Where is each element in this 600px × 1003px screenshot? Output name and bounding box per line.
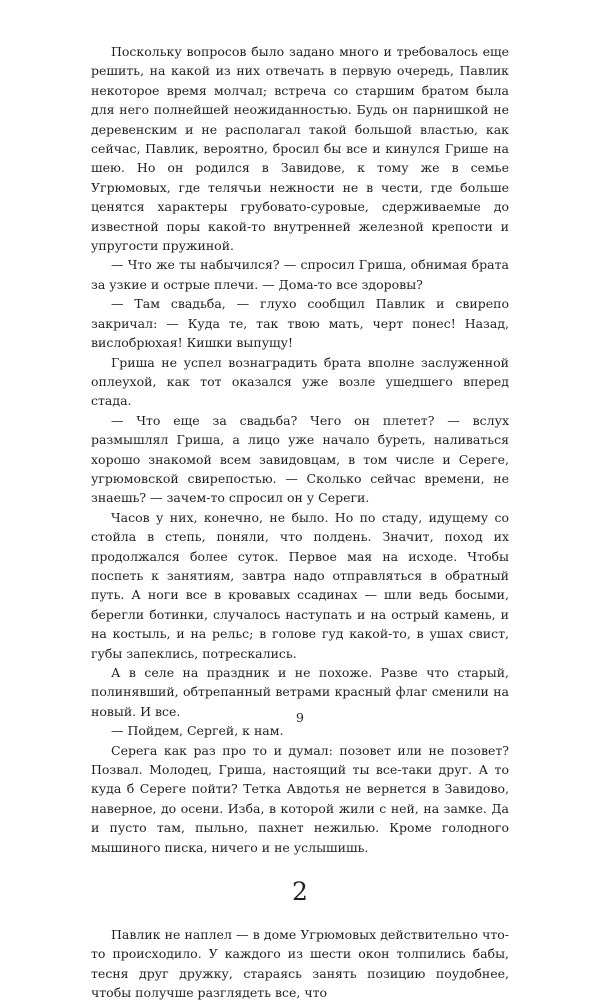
bottom-paragraphs — [91, 925, 509, 1003]
paragraph: — Пойдем, Сергей, к нам. — [111, 723, 284, 739]
chapter-number: 2 — [292, 877, 308, 907]
paragraph: — Что же ты набычился? — спросил Гриша, обнимая брата за узкие и острые плечи. — Дома-то все здоровы? — [91, 257, 509, 292]
paragraph: — Там свадьба, — глухо сообщил Павлик и свирепо закричал: — Куда те, так твою мать, черт понес! Назад, вислобрюхая! Кишки выпущу! — [91, 296, 509, 351]
page-number: 9 — [296, 710, 304, 725]
top-paragraphs — [91, 42, 509, 857]
paragraph: Павлик не наплел — в доме Угрюмовых действительно что-то происходило. У каждого из шести окон толпились бабы, тесня друг дружку, стараясь занять позицию поудобнее, чтобы получше разглядеть все, что — [91, 927, 509, 1001]
paragraph: Серега как раз про то и думал: позовет или не позовет? Позвал. Молодец, Гриша, настоящий ты все-таки друг. А то куда б Сереге пойти? Тетка Авдотья не вернется в Завидово, наверное, до осени. Изба, в которой жили с ней, на замке. Да и пусто там, пыльно, пахнет нежилью. Кроме голодного мышиного писка, ничего и не услышишь. — [91, 742, 509, 855]
body-text — [91, 42, 509, 1003]
paragraph: — Что еще за свадьба? Чего он плетет? — вслух размышлял Гриша, а лицо уже начало буреть, наливаться хорошо знакомой всем завидовцам, в том числе и Сереге, угрюмовской свирепостью. — Сколько сейчас времени, не знаешь? — зачем-то спросил он у Сереги. — [91, 412, 509, 506]
paragraph: Гриша не успел вознаградить брата вполне заслуженной оплеухой, как тот оказался уже возле ушедшего вперед стада. — [91, 354, 509, 409]
paragraph: Часов у них, конечно, не было. Но по стаду, идущему со стойла в степь, поняли, что полдень. Значит, поход их продолжался более суток. Первое мая на исходе. Чтобы поспеть к занятиям, завтра надо отправляться в обратный путь. А ноги все в кровавых ссадинах — шли ведь босыми, берегли ботинки, случалось наступать и на острый камень, и на костыль, и на рельс; в голове гуд какой-то, в ушах свист, губы запеклись, потрескались. — [91, 509, 509, 661]
paragraph: Поскольку вопросов было задано много и требовалось еще решить, на какой из них отвечать в первую очередь, Павлик некоторое время молчал; встреча со старшим братом была для него полнейшей неожиданностью. Будь он парнишкой не деревенским и не располагал такой большой властью, как сейчас, Павлик, вероятно, бросил бы все и кинулся Грише на шею. Но он родился в Завидове, к тому же в семье Угрюмовых, где телячьи нежности не в чести, где больше ценятся характеры грубовато-суровые, сдерживаемые до известной поры какой-то внутренней железной крепости и упругости пружиной. — [91, 44, 509, 254]
paragraph: А в селе на праздник и не похоже. Разве что старый, полинявший, обтрепанный ветрами красный флаг сменили на новый. И все. — [91, 665, 509, 719]
